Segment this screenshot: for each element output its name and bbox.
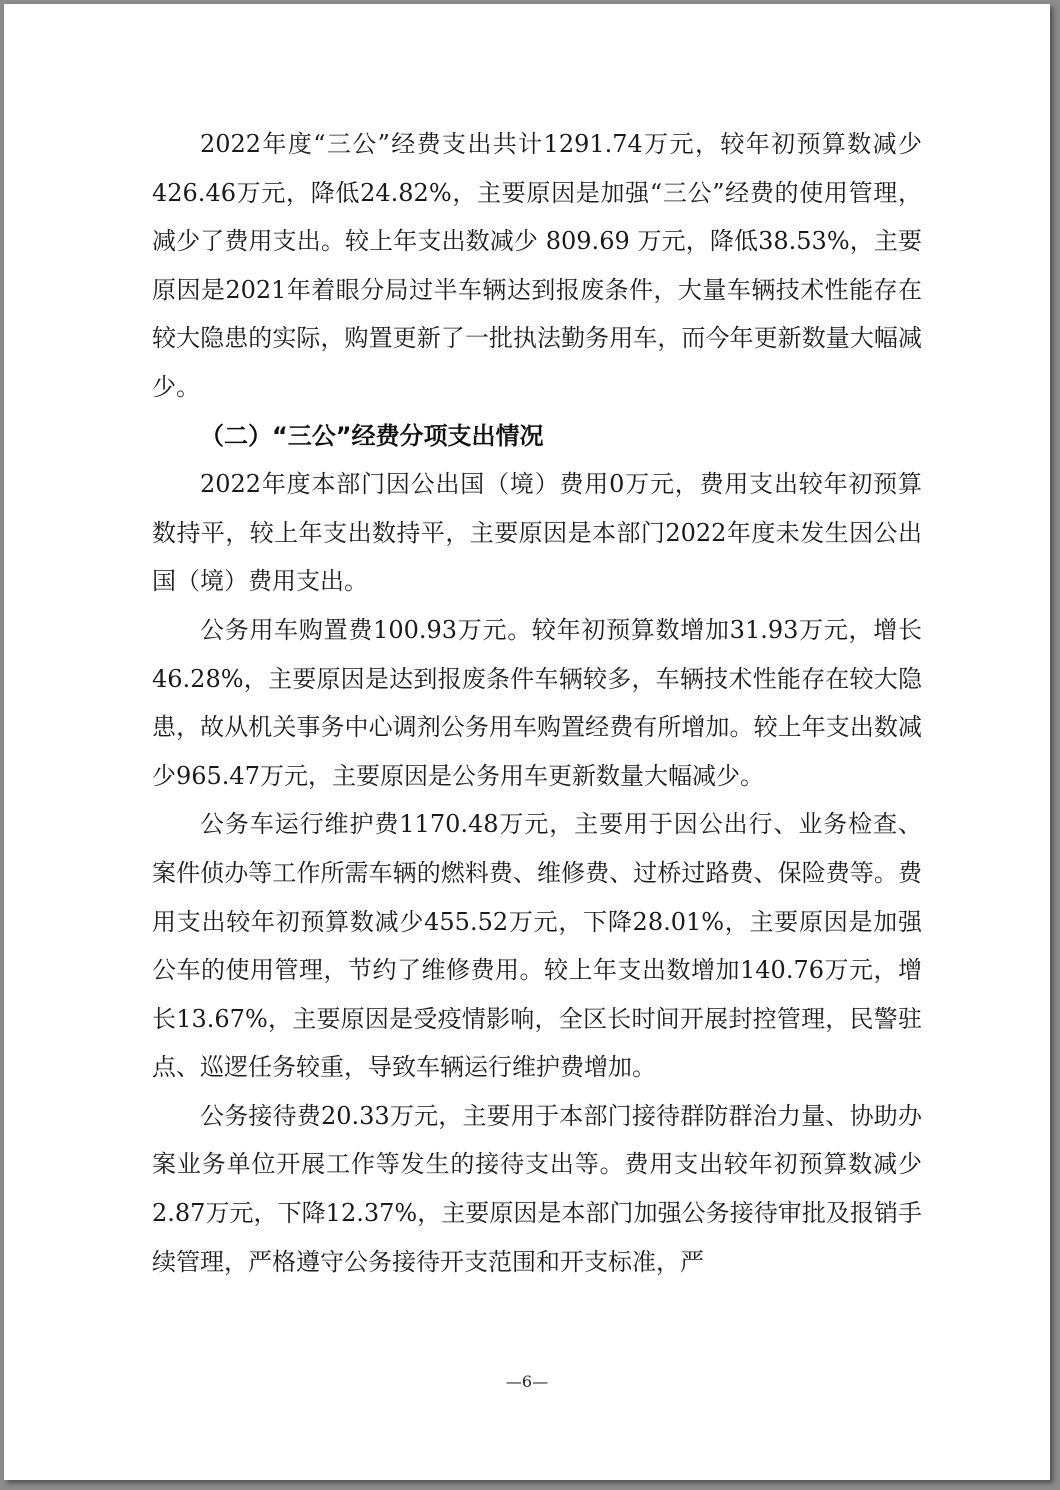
paragraph-official-reception: 公务接待费20.33万元，主要用于本部门接待群防群治力量、协助办案业务单位开展工作等发生的接待支出等。费用支出较年初预算数减少2.87万元，下降12.37%，主要原因是本部门加强公务接待审批及报销手续管理，严格遵守公务接待开支范围和开支标准，严 — [152, 1101, 922, 1276]
paragraph-overseas-travel: 2022年度本部门因公出国（境）费用0万元，费用支出较年初预算数持平，较上年支出数持平，主要原因是本部门2022年度未发生因公出国（境）费用支出。 — [152, 470, 922, 596]
paragraph-summary: 2022年度“三公”经费支出共计1291.74万元，较年初预算数减少426.46万元，降低24.82%，主要原因是加强“三公”经费的使用管理，减少了费用支出。较上年支出数减少 809.69 万元，降低38.53%，主要原因是2021年着眼分局过半车辆达到报废条件，大量车辆技术性能存在较大隐患的实际，购置更新了一批执法勤务用车，而今年更新数量大幅减少。 — [152, 130, 922, 401]
page-number: —6— — [505, 1372, 549, 1391]
paragraph-vehicle-purchase: 公务用车购置费100.93万元。较年初预算数增加31.93万元，增长46.28%，主要原因是达到报废条件车辆较多，车辆技术性能存在较大隐患，故从机关事务中心调剂公务用车购置经费有所增加。较上年支出数减少965.47万元，主要原因是公务用车更新数量大幅减少。 — [152, 615, 922, 790]
paragraph-vehicle-maintenance: 公务车运行维护费1170.48万元，主要用于因公出行、业务检查、案件侦办等工作所需车辆的燃料费、维修费、过桥过路费、保险费等。费用支出较年初预算数减少455.52万元，下降28.01%，主要原因是加强公车的使用管理，节约了维修费用。较上年支出数增加140.76万元，增长13.67%，主要原因是受疫情影响，全区长时间开展封控管理，民警驻点、巡逻任务较重，导致车辆运行维护费增加。 — [152, 810, 922, 1082]
document-page — [4, 4, 1050, 1480]
document-body — [152, 120, 922, 1286]
section-heading: （二）“三公”经费分项支出情况 — [200, 421, 544, 450]
